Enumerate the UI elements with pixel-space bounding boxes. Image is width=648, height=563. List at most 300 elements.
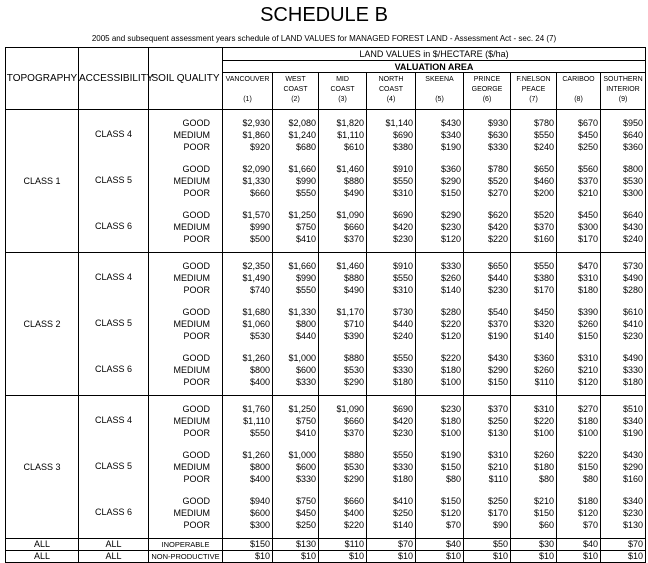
value-group <box>367 400 415 446</box>
land-value: $330 <box>623 365 644 375</box>
value-group <box>319 492 366 538</box>
accessibility-label: CLASS 5 <box>94 461 133 471</box>
land-value: $10 <box>319 551 367 563</box>
topography-section <box>6 110 646 253</box>
soil-quality-label: POOR <box>183 234 210 244</box>
land-value: $290 <box>487 365 508 375</box>
land-value: $290 <box>343 377 364 387</box>
land-value: $550 <box>249 428 270 438</box>
land-value: $190 <box>623 428 644 438</box>
land-value: $740 <box>249 285 270 295</box>
land-value: $1,660 <box>288 261 316 271</box>
soil-quality-label: POOR <box>183 331 210 341</box>
header-area <box>367 73 416 110</box>
accessibility-label: CLASS 6 <box>94 507 133 517</box>
land-value: $1,110 <box>243 416 270 426</box>
land-value: $430 <box>487 353 508 363</box>
land-value: $80 <box>582 474 598 484</box>
value-column-cell <box>601 253 646 396</box>
land-value: $660 <box>249 188 270 198</box>
land-value: $250 <box>487 416 508 426</box>
land-value: $150 <box>577 331 598 341</box>
land-value: $460 <box>533 176 554 186</box>
value-group <box>319 114 366 160</box>
value-group <box>511 114 556 160</box>
area-name-line2: COAST <box>330 86 355 93</box>
land-value: $660 <box>343 222 364 232</box>
land-value: $310 <box>392 285 413 295</box>
land-value: $880 <box>343 353 364 363</box>
value-group <box>223 257 272 303</box>
land-value: $390 <box>577 307 598 317</box>
land-value: $40 <box>557 539 601 551</box>
area-name-line1: F.NELSON <box>516 76 551 83</box>
accessibility-label: CLASS 4 <box>94 129 133 139</box>
land-value: $220 <box>487 234 508 244</box>
land-value: $310 <box>577 273 598 283</box>
accessibility-group <box>79 114 148 160</box>
value-group <box>557 206 600 252</box>
value-group <box>601 492 645 538</box>
value-group <box>601 400 645 446</box>
land-value: $600 <box>295 365 316 375</box>
land-value: $440 <box>295 331 316 341</box>
value-column-cell <box>416 110 464 253</box>
soil-quality-label: GOOD <box>182 307 210 317</box>
land-value: $210 <box>487 462 508 472</box>
land-value: $800 <box>249 365 270 375</box>
land-value: $640 <box>623 210 644 220</box>
value-group <box>319 303 366 349</box>
land-value: $450 <box>295 508 316 518</box>
accessibility-cell: ALL <box>79 551 149 563</box>
value-group <box>464 349 510 395</box>
header-area <box>319 73 367 110</box>
value-group <box>223 160 272 206</box>
value-group <box>416 257 463 303</box>
land-value: $150 <box>577 462 598 472</box>
value-group <box>273 303 318 349</box>
accessibility-cell <box>79 110 149 253</box>
land-value: $180 <box>392 474 413 484</box>
land-value: $150 <box>440 462 461 472</box>
land-value: $410 <box>392 496 413 506</box>
soil-quality-cell <box>149 396 223 539</box>
value-group <box>464 446 510 492</box>
header-topography: TOPOGRAPHY <box>6 48 79 110</box>
land-value: $100 <box>440 428 461 438</box>
land-value: $730 <box>392 307 413 317</box>
land-value: $230 <box>392 234 413 244</box>
land-value: $1,060 <box>242 319 270 329</box>
soil-quality-label: POOR <box>183 428 210 438</box>
land-value: $390 <box>343 331 364 341</box>
header-area <box>464 73 511 110</box>
value-group <box>319 257 366 303</box>
value-column-cell <box>511 110 557 253</box>
land-value: $310 <box>487 450 508 460</box>
land-value: $550 <box>392 273 413 283</box>
accessibility-label: CLASS 6 <box>94 221 133 231</box>
land-value: $1,170 <box>336 307 364 317</box>
land-value: $530 <box>343 462 364 472</box>
soil-group <box>149 160 222 206</box>
soil-quality-label: GOOD <box>182 210 210 220</box>
value-group <box>601 160 645 206</box>
land-value: $530 <box>623 176 644 186</box>
land-value: $160 <box>623 474 644 484</box>
accessibility-group <box>79 206 148 252</box>
value-group <box>416 349 463 395</box>
soil-quality-label: POOR <box>183 188 210 198</box>
land-value: $220 <box>577 450 598 460</box>
land-value: $2,350 <box>242 261 270 271</box>
value-group <box>223 303 272 349</box>
area-name-line2: INTERIOR <box>606 86 640 93</box>
header-area <box>601 73 646 110</box>
land-values-table <box>5 47 646 563</box>
area-name-line2 <box>557 85 600 95</box>
soil-quality-label: GOOD <box>182 164 210 174</box>
land-value: $290 <box>623 462 644 472</box>
value-column-cell <box>319 396 367 539</box>
land-value: $70 <box>445 520 461 530</box>
soil-quality-label: MEDIUM <box>173 273 210 283</box>
value-group <box>416 400 463 446</box>
land-value: $420 <box>392 416 413 426</box>
land-value: $410 <box>623 319 644 329</box>
header-area <box>223 73 273 110</box>
land-value: $520 <box>487 176 508 186</box>
land-value: $530 <box>343 365 364 375</box>
land-value: $150 <box>533 508 554 518</box>
land-value: $400 <box>249 377 270 387</box>
land-value: $120 <box>440 234 461 244</box>
land-value: $10 <box>273 551 319 563</box>
land-value: $370 <box>487 319 508 329</box>
land-value: $70 <box>367 539 416 551</box>
value-column-cell <box>223 110 273 253</box>
land-value: $1,460 <box>336 164 364 174</box>
land-value: $310 <box>392 188 413 198</box>
topography-cell: CLASS 1 <box>6 110 79 253</box>
land-value: $1,860 <box>242 130 270 140</box>
value-column-cell <box>319 110 367 253</box>
accessibility-group <box>79 303 148 349</box>
value-column-cell <box>273 253 319 396</box>
land-value: $10 <box>511 551 557 563</box>
land-value: $1,760 <box>242 404 270 414</box>
value-group <box>601 206 645 252</box>
soil-quality-label: MEDIUM <box>173 508 210 518</box>
land-value: $230 <box>392 428 413 438</box>
accessibility-cell: ALL <box>79 539 149 551</box>
soil-quality-label: GOOD <box>182 404 210 414</box>
land-value: $440 <box>487 273 508 283</box>
land-value: $10 <box>367 551 416 563</box>
land-value: $990 <box>295 176 316 186</box>
land-value: $180 <box>533 462 554 472</box>
soil-quality-label: GOOD <box>182 496 210 506</box>
header-land-values: LAND VALUES in $/HECTARE ($/ha) <box>223 48 646 61</box>
soil-quality-label: POOR <box>183 474 210 484</box>
value-column-cell <box>464 253 511 396</box>
land-value: $340 <box>440 130 461 140</box>
value-column-cell <box>511 396 557 539</box>
header-area <box>511 73 557 110</box>
soil-quality-label: MEDIUM <box>173 365 210 375</box>
land-value: $2,930 <box>242 118 270 128</box>
land-value: $80 <box>445 474 461 484</box>
accessibility-group <box>79 349 148 395</box>
value-group <box>511 446 556 492</box>
land-value: $150 <box>440 188 461 198</box>
land-value: $500 <box>249 234 270 244</box>
land-value: $1,000 <box>288 450 316 460</box>
land-value: $330 <box>295 474 316 484</box>
accessibility-cell <box>79 396 149 539</box>
land-value: $950 <box>623 118 644 128</box>
land-value: $180 <box>440 365 461 375</box>
header-area <box>273 73 319 110</box>
land-value: $280 <box>440 307 461 317</box>
land-value: $880 <box>343 176 364 186</box>
land-value: $1,570 <box>242 210 270 220</box>
land-value: $920 <box>249 142 270 152</box>
land-value: $530 <box>249 331 270 341</box>
land-value: $750 <box>295 416 316 426</box>
value-group <box>601 257 645 303</box>
land-value: $660 <box>343 416 364 426</box>
land-value: $300 <box>623 188 644 198</box>
land-value: $190 <box>440 450 461 460</box>
area-number: (2) <box>291 96 300 103</box>
accessibility-label: CLASS 4 <box>94 415 133 425</box>
value-group <box>511 492 556 538</box>
land-value: $380 <box>533 273 554 283</box>
land-value: $270 <box>577 404 598 414</box>
value-group <box>273 257 318 303</box>
land-value: $370 <box>343 234 364 244</box>
land-value: $210 <box>577 188 598 198</box>
value-column-cell <box>557 110 601 253</box>
value-group <box>273 400 318 446</box>
land-value: $780 <box>533 118 554 128</box>
land-value: $610 <box>623 307 644 317</box>
land-value: $1,110 <box>337 130 364 140</box>
land-value: $2,080 <box>288 118 316 128</box>
area-number: (1) <box>243 96 252 103</box>
soil-group <box>149 257 222 303</box>
value-group <box>367 160 415 206</box>
value-group <box>464 160 510 206</box>
land-value: $290 <box>440 210 461 220</box>
area-number: (6) <box>482 96 492 103</box>
area-name-line1: PRINCE <box>473 76 501 83</box>
area-number: (8) <box>574 96 583 103</box>
value-group <box>511 303 556 349</box>
land-value: $240 <box>533 142 554 152</box>
land-value: $370 <box>533 222 554 232</box>
soil-group <box>149 303 222 349</box>
summary-row <box>6 539 646 551</box>
land-value: $550 <box>392 450 413 460</box>
land-value: $230 <box>623 508 644 518</box>
land-value: $490 <box>623 273 644 283</box>
value-group <box>367 446 415 492</box>
value-column-cell <box>601 110 646 253</box>
land-value: $690 <box>392 130 413 140</box>
land-value: $1,260 <box>242 353 270 363</box>
soil-group <box>149 446 222 492</box>
value-group <box>367 492 415 538</box>
land-value: $230 <box>440 222 461 232</box>
land-value: $880 <box>343 273 364 283</box>
land-value: $150 <box>223 539 273 551</box>
value-group <box>464 114 510 160</box>
land-value: $330 <box>440 261 461 271</box>
value-group <box>601 303 645 349</box>
land-value: $130 <box>487 428 508 438</box>
value-group <box>367 114 415 160</box>
land-value: $910 <box>392 164 413 174</box>
land-value: $780 <box>487 164 508 174</box>
value-group <box>416 206 463 252</box>
land-value: $430 <box>623 222 644 232</box>
land-value: $1,240 <box>288 130 316 140</box>
land-value: $100 <box>533 428 554 438</box>
value-column-cell <box>223 396 273 539</box>
land-value: $210 <box>533 496 554 506</box>
land-value: $690 <box>392 210 413 220</box>
value-group <box>557 446 600 492</box>
land-value: $1,260 <box>242 450 270 460</box>
land-value: $70 <box>582 520 598 530</box>
land-value: $190 <box>487 331 508 341</box>
land-value: $610 <box>343 142 364 152</box>
value-group <box>511 257 556 303</box>
land-value: $130 <box>623 520 644 530</box>
land-value: $320 <box>533 319 554 329</box>
land-value: $170 <box>533 285 554 295</box>
soil-quality-label: POOR <box>183 285 210 295</box>
value-group <box>601 114 645 160</box>
land-value: $380 <box>392 142 413 152</box>
value-column-cell <box>319 253 367 396</box>
topography-cell: CLASS 3 <box>6 396 79 539</box>
land-value: $650 <box>487 261 508 271</box>
land-value: $250 <box>392 508 413 518</box>
value-group <box>223 206 272 252</box>
header-area <box>416 73 464 110</box>
land-value: $170 <box>487 508 508 518</box>
page-subtitle: 2005 and subsequent assessment years schedule of LAND VALUES for MANAGED FOREST LAND - Assessment Act - sec. 24 (7) <box>91 34 557 43</box>
area-name-line2: COAST <box>283 86 308 93</box>
land-value: $1,330 <box>288 307 316 317</box>
soil-quality-cell: INOPERABLE <box>149 539 223 551</box>
value-group <box>273 160 318 206</box>
value-group <box>223 114 272 160</box>
value-group <box>464 303 510 349</box>
accessibility-group <box>79 257 148 303</box>
value-group <box>416 160 463 206</box>
land-value: $230 <box>487 285 508 295</box>
value-column-cell <box>367 253 416 396</box>
land-value: $180 <box>577 416 598 426</box>
accessibility-group <box>79 446 148 492</box>
soil-quality-label: MEDIUM <box>173 176 210 186</box>
value-column-cell <box>416 396 464 539</box>
land-value: $550 <box>295 285 316 295</box>
accessibility-label: CLASS 6 <box>94 364 133 374</box>
land-value: $230 <box>440 404 461 414</box>
land-value: $140 <box>533 331 554 341</box>
value-group <box>223 492 272 538</box>
land-value: $800 <box>295 319 316 329</box>
land-value: $250 <box>487 496 508 506</box>
land-value: $10 <box>601 551 646 563</box>
land-value: $1,680 <box>242 307 270 317</box>
area-name-line1: SKEENA <box>425 76 454 83</box>
value-group <box>557 492 600 538</box>
land-value: $330 <box>392 365 413 375</box>
value-group <box>464 257 510 303</box>
land-value: $250 <box>577 142 598 152</box>
land-value: $2,090 <box>242 164 270 174</box>
area-number: (9) <box>618 96 628 103</box>
value-column-cell <box>367 110 416 253</box>
land-value: $220 <box>343 520 364 530</box>
land-value: $290 <box>440 176 461 186</box>
value-group <box>319 349 366 395</box>
accessibility-cell <box>79 253 149 396</box>
land-value: $600 <box>295 462 316 472</box>
value-group <box>511 400 556 446</box>
value-column-cell <box>416 253 464 396</box>
land-value: $1,330 <box>242 176 270 186</box>
land-value: $260 <box>440 273 461 283</box>
land-value: $220 <box>440 353 461 363</box>
land-value: $50 <box>464 539 511 551</box>
land-value: $120 <box>440 508 461 518</box>
soil-quality-label: MEDIUM <box>173 416 210 426</box>
land-value: $510 <box>623 404 644 414</box>
header-soil-quality: SOIL QUALITY <box>149 48 223 110</box>
land-value: $560 <box>577 164 598 174</box>
topography-section <box>6 253 646 396</box>
land-value: $550 <box>392 176 413 186</box>
land-value: $360 <box>623 142 644 152</box>
soil-quality-label: GOOD <box>182 118 210 128</box>
land-value: $340 <box>623 416 644 426</box>
land-value: $280 <box>623 285 644 295</box>
value-group <box>557 160 600 206</box>
soil-quality-cell: NON-PRODUCTIVE <box>149 551 223 563</box>
topography-cell: ALL <box>6 539 79 551</box>
value-group <box>367 257 415 303</box>
area-name-line2: COAST <box>378 86 404 93</box>
soil-quality-label: MEDIUM <box>173 462 210 472</box>
land-value: $90 <box>492 520 508 530</box>
land-value: $800 <box>623 164 644 174</box>
value-group <box>273 492 318 538</box>
land-value: $990 <box>249 222 270 232</box>
soil-group <box>149 206 222 252</box>
value-group <box>319 206 366 252</box>
land-value: $180 <box>440 416 461 426</box>
value-group <box>416 446 463 492</box>
land-value: $360 <box>440 164 461 174</box>
